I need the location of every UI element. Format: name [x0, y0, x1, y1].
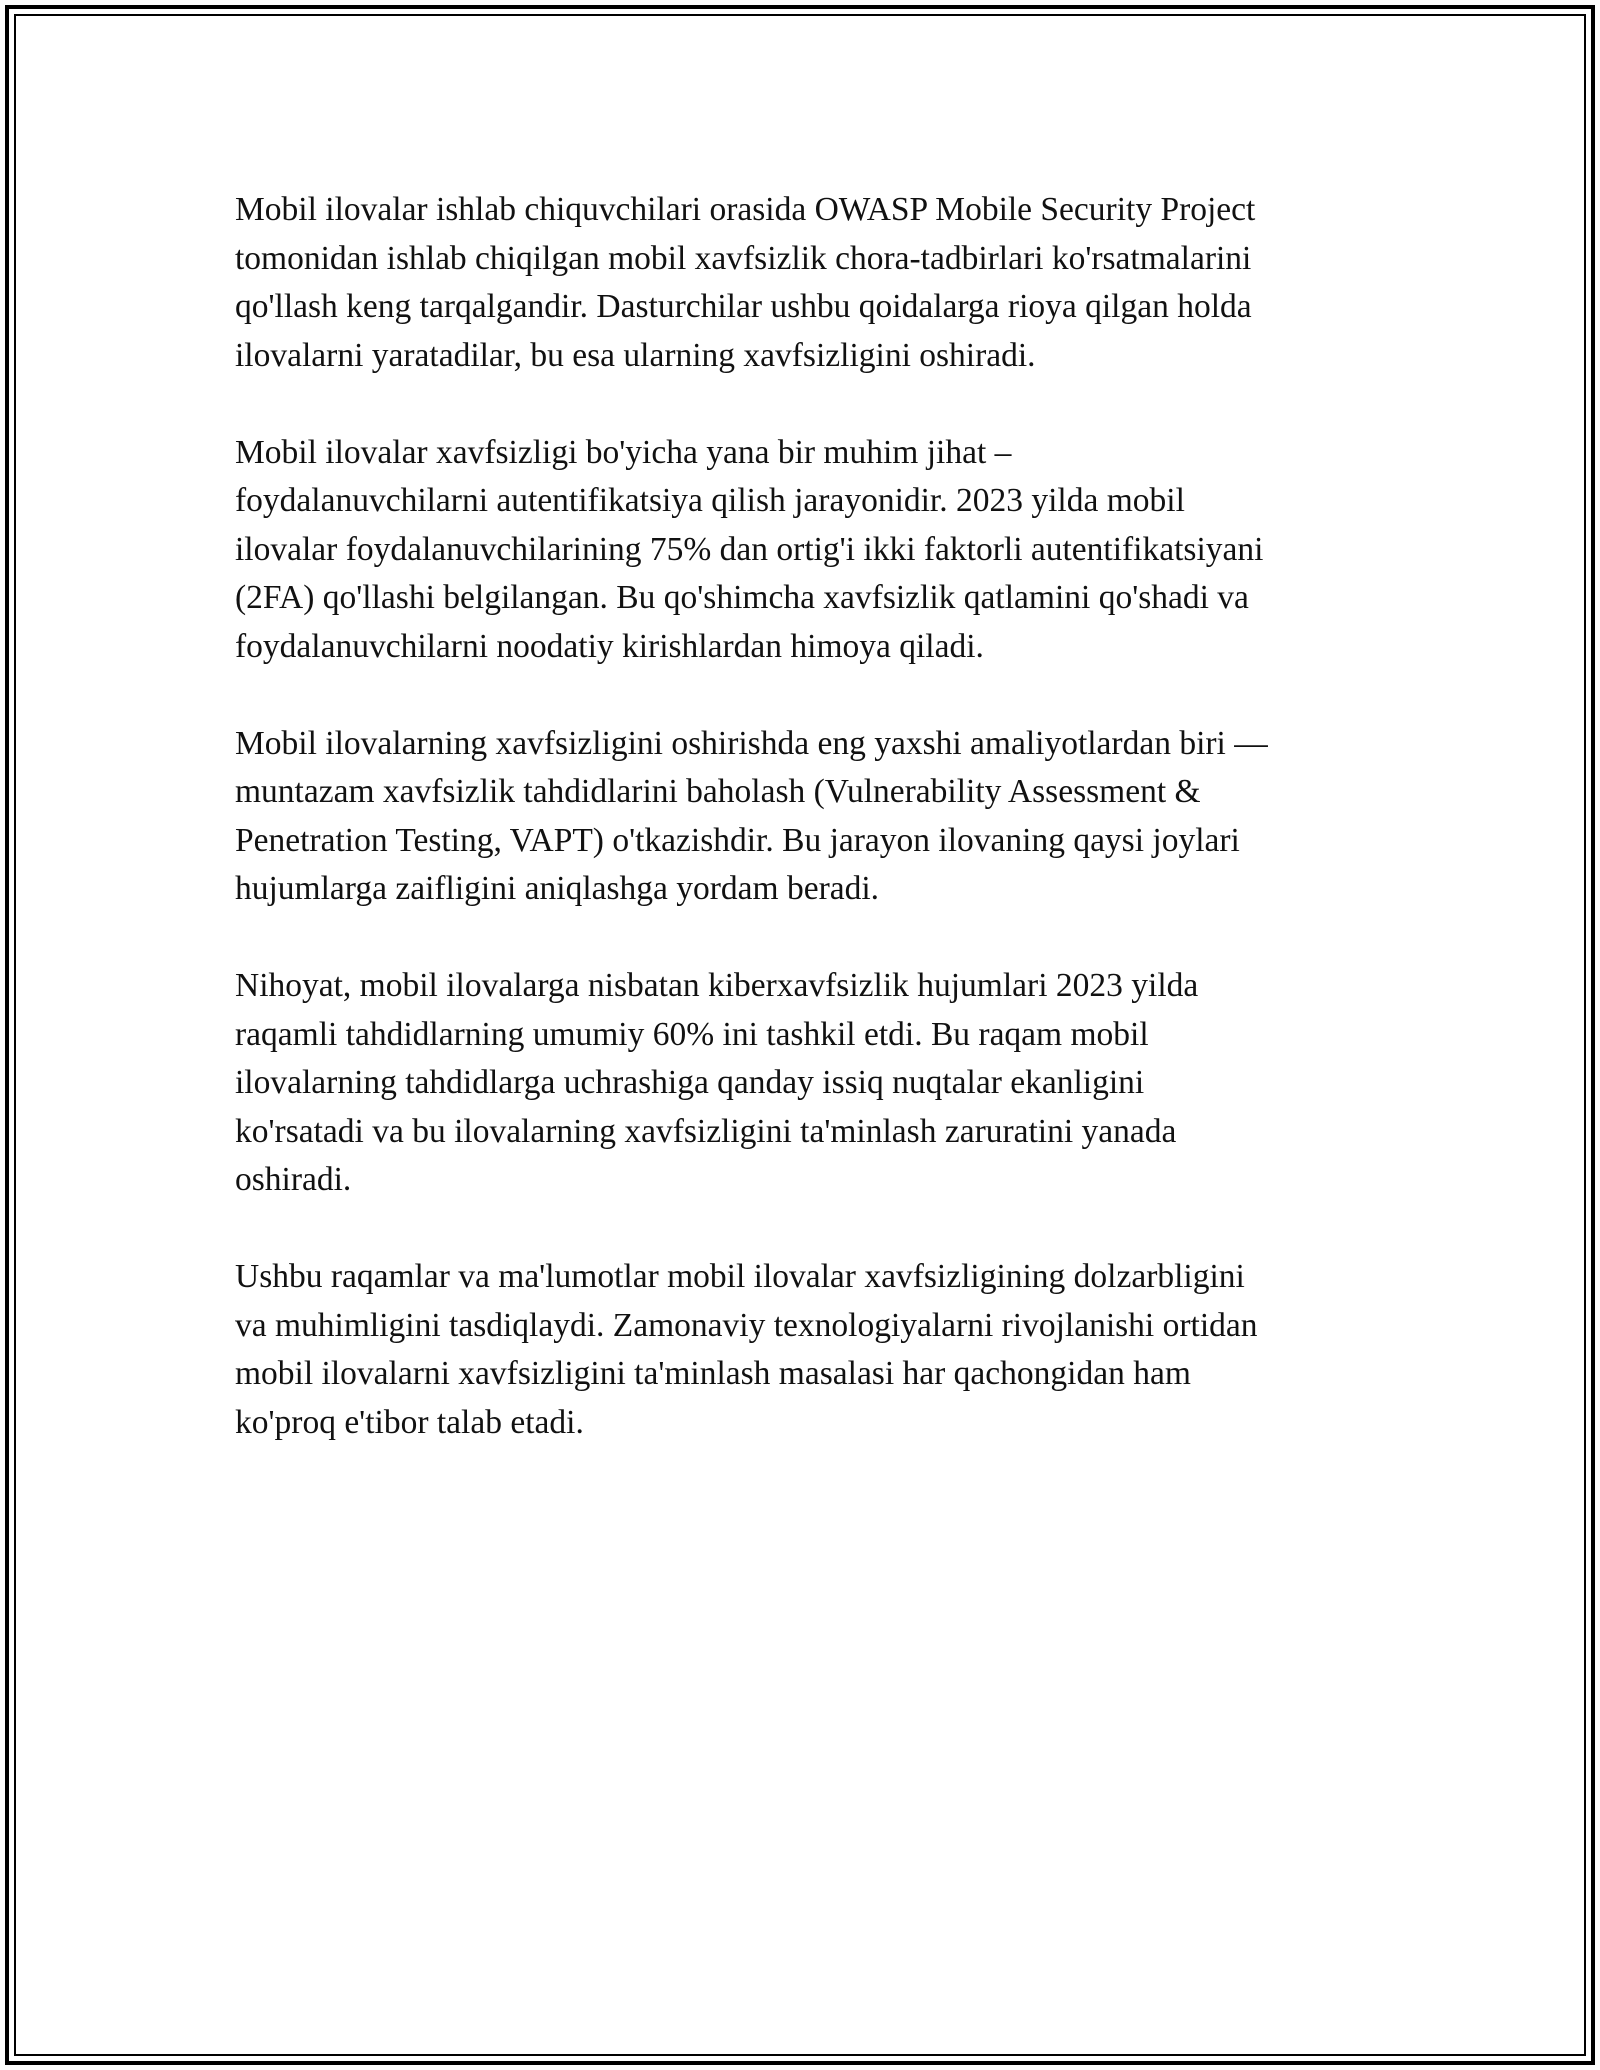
- paragraph-owasp: Mobil ilovalar ishlab chiquvchilari orasida OWASP Mobile Security Project tomonidan ishlab chiqilgan mobil xavfsizlik chora-tadbirlari ko'rsatmalarini qo'llash keng tarqalgandir. Dasturchilar ushbu qoidalarga rioya qilgan holda ilovalarni yaratadilar, bu esa ularning xavfsizligini oshiradi.: [235, 191, 1256, 374]
- document-body: [235, 186, 1375, 1496]
- paragraph-vapt: Mobil ilovalarning xavfsizligini oshirishda eng yaxshi amaliyotlardan biri — muntazam xavfsizlik tahdidlarini baholash (Vulnerability Assessment & Penetration Testing, VAPT) o'tkazishdir. Bu jarayon ilovaning qaysi joylari hujumlarga zaifligini aniqlashga yordam beradi.: [235, 724, 1268, 907]
- paragraph-authentication: Mobil ilovalar xavfsizligi bo'yicha yana bir muhim jihat – foydalanuvchilarni autentifikatsiya qilish jarayonidir. 2023 yilda mobil ilovalar foydalanuvchilarining 75% dan ortig'i ikki faktorli autentifikatsiyani (2FA) qo'llashi belgilangan. Bu qo'shimcha xavfsizlik qatlamini qo'shadi va foydalanuvchilarni noodatiy kirishlardan himoya qiladi.: [235, 433, 1264, 665]
- paragraph-conclusion: Ushbu raqamlar va ma'lumotlar mobil ilovalar xavfsizligining dolzarbligini va muhimligini tasdiqlaydi. Zamonaviy texnologiyalarni rivojlanishi ortidan mobil ilovalarni xavfsizligini ta'minlash masalasi har qachongidan ham ko'proq e'tibor talab etadi.: [235, 1258, 1258, 1441]
- paragraph-attacks: Nihoyat, mobil ilovalarga nisbatan kiberxavfsizlik hujumlari 2023 yilda raqamli tahdidlarning umumiy 60% ini tashkil etdi. Bu raqam mobil ilovalarning tahdidlarga uchrashiga qanday issiq nuqtalar ekanligini ko'rsatadi va bu ilovalarning xavfsizligini ta'minlash zaruratini yanada oshiradi.: [235, 967, 1199, 1198]
